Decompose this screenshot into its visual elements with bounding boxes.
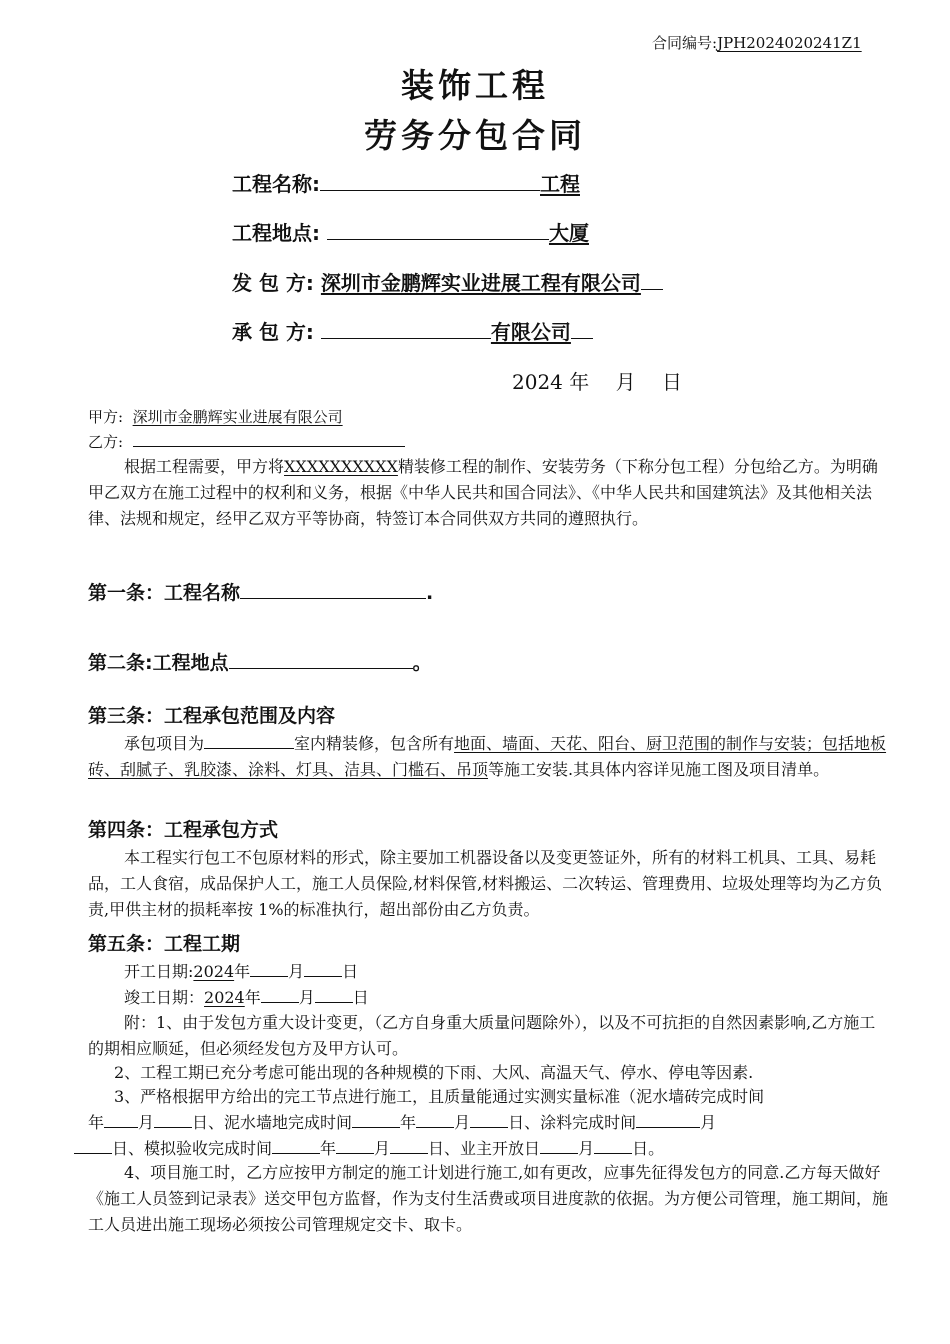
note3-month-1: 月 — [138, 1113, 155, 1132]
article4-paragraph: 本工程实行包工不包原材料的形式，除主要加工机器设备以及变更签证外，所有的材料工机具、工具、易耗品，工人食宿，成品保护人工，施工人员保险,材料保管,材料搬运、二次转运、管理费用、垃圾处理等均为乙方负责,甲供主材的损耗率按 1%的标准执行，超出部份由乙方负责。 — [88, 848, 883, 919]
start-year: 2024 — [193, 962, 235, 981]
note3-month-4: 月 — [374, 1139, 391, 1158]
cover-project-name — [232, 168, 580, 197]
note3-text-f: 日。 — [632, 1139, 665, 1158]
article2-heading — [88, 648, 432, 675]
note3-blank-9 — [336, 1137, 374, 1154]
note3-blank-5 — [470, 1111, 508, 1128]
finish-year-unit: 年 — [244, 988, 261, 1007]
article2-blank — [229, 649, 413, 669]
note3-blank-2 — [154, 1111, 192, 1128]
article2-end: 。 — [412, 652, 432, 674]
note3-month-5: 月 — [578, 1139, 595, 1158]
article5-note2: 2、工程工期已充分考虑可能出现的各种规模的下雨、大风、高温天气、停水、停电等因素. — [114, 1063, 754, 1082]
note3-blank-12 — [594, 1137, 632, 1154]
finish-month-unit: 月 — [298, 988, 315, 1007]
note3-text-c: 日、涂料完成时间 — [508, 1113, 637, 1132]
article3-paragraph — [88, 731, 891, 783]
project-name-blank — [320, 170, 540, 191]
article3-text1: 承包项目为 — [124, 734, 205, 753]
start-month-unit: 月 — [288, 962, 305, 981]
note3-blank-1 — [104, 1111, 138, 1128]
project-location-suffix: 大厦 — [548, 221, 589, 245]
note3-blank-8 — [272, 1137, 320, 1154]
project-location-label: 工程地点: — [232, 221, 320, 245]
document-title-line2: 劳务分包合同 — [364, 116, 586, 155]
project-location-blank — [327, 219, 549, 240]
cover-date: 2024 年 月 日 — [512, 370, 682, 394]
contractor-blank — [641, 269, 663, 290]
preamble-paragraph — [88, 454, 891, 532]
note3-year-2: 年 — [400, 1113, 417, 1132]
finish-year: 2024 — [204, 988, 245, 1007]
subcontractor-suffix: 有限公司 — [490, 320, 571, 344]
article3-scope: 地面、墙面、天花、阳台、厨卫范围的制作与安装；包括地板砖、刮腻子、乳胶漆、涂料、灯具、洁具、门槛石、吊顶 — [88, 734, 887, 779]
note3-blank-7 — [74, 1137, 112, 1154]
article4-heading: 第四条：工程承包方式 — [88, 819, 279, 841]
party-a-value: 深圳市金鹏辉实业进展有限公司 — [132, 408, 343, 426]
note3-year-3: 年 — [320, 1139, 337, 1158]
preamble-part1: 根据工程需要，甲方将 — [124, 457, 285, 476]
note3-month-2: 月 — [454, 1113, 471, 1132]
finish-day-unit: 日 — [352, 988, 369, 1007]
cover-contractor — [232, 267, 663, 296]
party-a — [88, 406, 343, 427]
preamble-part2: 精装修工程的制作、安装劳务（下称分包工程）分包给乙方。为明确甲乙双方在施工过程中的权利和义务，根据《中华人民共和国合同法》、《中华人民共和国建筑法》及其他相关法律、法规和规定，经甲乙双方平等协商，特签订本合同供双方共同的遵照执行。 — [88, 457, 878, 528]
party-b — [88, 431, 405, 452]
party-b-label: 乙方: — [88, 433, 124, 451]
article3-text3: 等施工安装.其具体内容详见施工图及项目清单。 — [488, 760, 830, 779]
party-a-label: 甲方: — [88, 408, 124, 426]
contractor-label: 发 包 方: — [232, 271, 314, 295]
note3-year-1: 年 — [88, 1113, 105, 1132]
party-b-blank — [133, 431, 405, 447]
contract-number-label: 合同编号: — [652, 34, 718, 52]
article2-title: 第二条:工程地点 — [88, 652, 229, 674]
article5-note3 — [88, 1084, 891, 1162]
finish-date-label: 竣工日期： — [124, 988, 205, 1007]
note3-month-3: 月 — [700, 1113, 717, 1132]
start-date-label: 开工日期: — [124, 962, 194, 981]
article3-text2: 室内精装修，包含所有 — [294, 734, 455, 753]
finish-date-line — [124, 985, 369, 1008]
note3-blank-11 — [540, 1137, 578, 1154]
note3-blank-10 — [390, 1137, 428, 1154]
subcontractor-blank-tail — [571, 318, 593, 339]
document-title-line1: 装饰工程 — [401, 66, 549, 105]
start-year-unit: 年 — [234, 962, 251, 981]
contractor-value: 深圳市金鹏辉实业进展工程有限公司 — [320, 271, 641, 295]
project-name-label: 工程名称: — [232, 172, 320, 196]
subcontractor-blank — [321, 318, 491, 339]
note3-text-e: 日、业主开放日 — [428, 1139, 541, 1158]
article1-end: . — [426, 582, 434, 604]
project-name-suffix: 工程 — [540, 172, 580, 196]
contract-number-value: JPH2024020241Z1 — [717, 34, 862, 52]
start-day-blank — [304, 960, 342, 977]
note3-blank-6 — [636, 1111, 700, 1128]
article1-blank — [240, 579, 426, 599]
start-day-unit: 日 — [342, 962, 359, 981]
note3-text-b: 日、泥水墙地完成时间 — [192, 1113, 353, 1132]
cover-project-location — [232, 217, 589, 246]
article5-heading: 第五条：工程工期 — [88, 933, 241, 955]
note3-text-a: 3、严格根据甲方给出的完工节点进行施工，且质量能通过实测实量标准（泥水墙砖完成时间 — [114, 1087, 765, 1106]
finish-month-blank — [261, 986, 299, 1003]
article1-heading — [88, 578, 433, 605]
contract-number — [652, 32, 862, 53]
cover-subcontractor — [232, 316, 593, 345]
preamble-placeholder: XXXXXXXXXX — [284, 457, 398, 476]
finish-day-blank — [315, 986, 353, 1003]
start-month-blank — [250, 960, 288, 977]
article5-note1: 附：1、由于发包方重大设计变更，（乙方自身重大质量问题除外），以及不可抗拒的自然因素影响,乙方施工的期相应顺延，但必须经发包方及甲方认可。 — [88, 1013, 876, 1058]
article3-heading: 第三条：工程承包范围及内容 — [88, 705, 336, 727]
article3-blank — [204, 732, 294, 749]
article1-title: 第一条：工程名称 — [88, 582, 241, 604]
note3-blank-3 — [352, 1111, 400, 1128]
start-date-line — [124, 959, 358, 982]
subcontractor-label: 承 包 方: — [232, 320, 314, 344]
article5-note4: 4、项目施工时，乙方应按甲方制定的施工计划进行施工,如有更改，应事先征得发包方的同意.乙方每天做好《施工人员签到记录表》送交甲包方监督，作为支付生活费或项目进度款的依据。为方便公司管理，施工期间，施工人员进出施工现场必须按公司管理规定交卡、取卡。 — [88, 1163, 889, 1234]
note3-text-d: 日、模拟验收完成时间 — [112, 1139, 273, 1158]
note3-blank-4 — [416, 1111, 454, 1128]
